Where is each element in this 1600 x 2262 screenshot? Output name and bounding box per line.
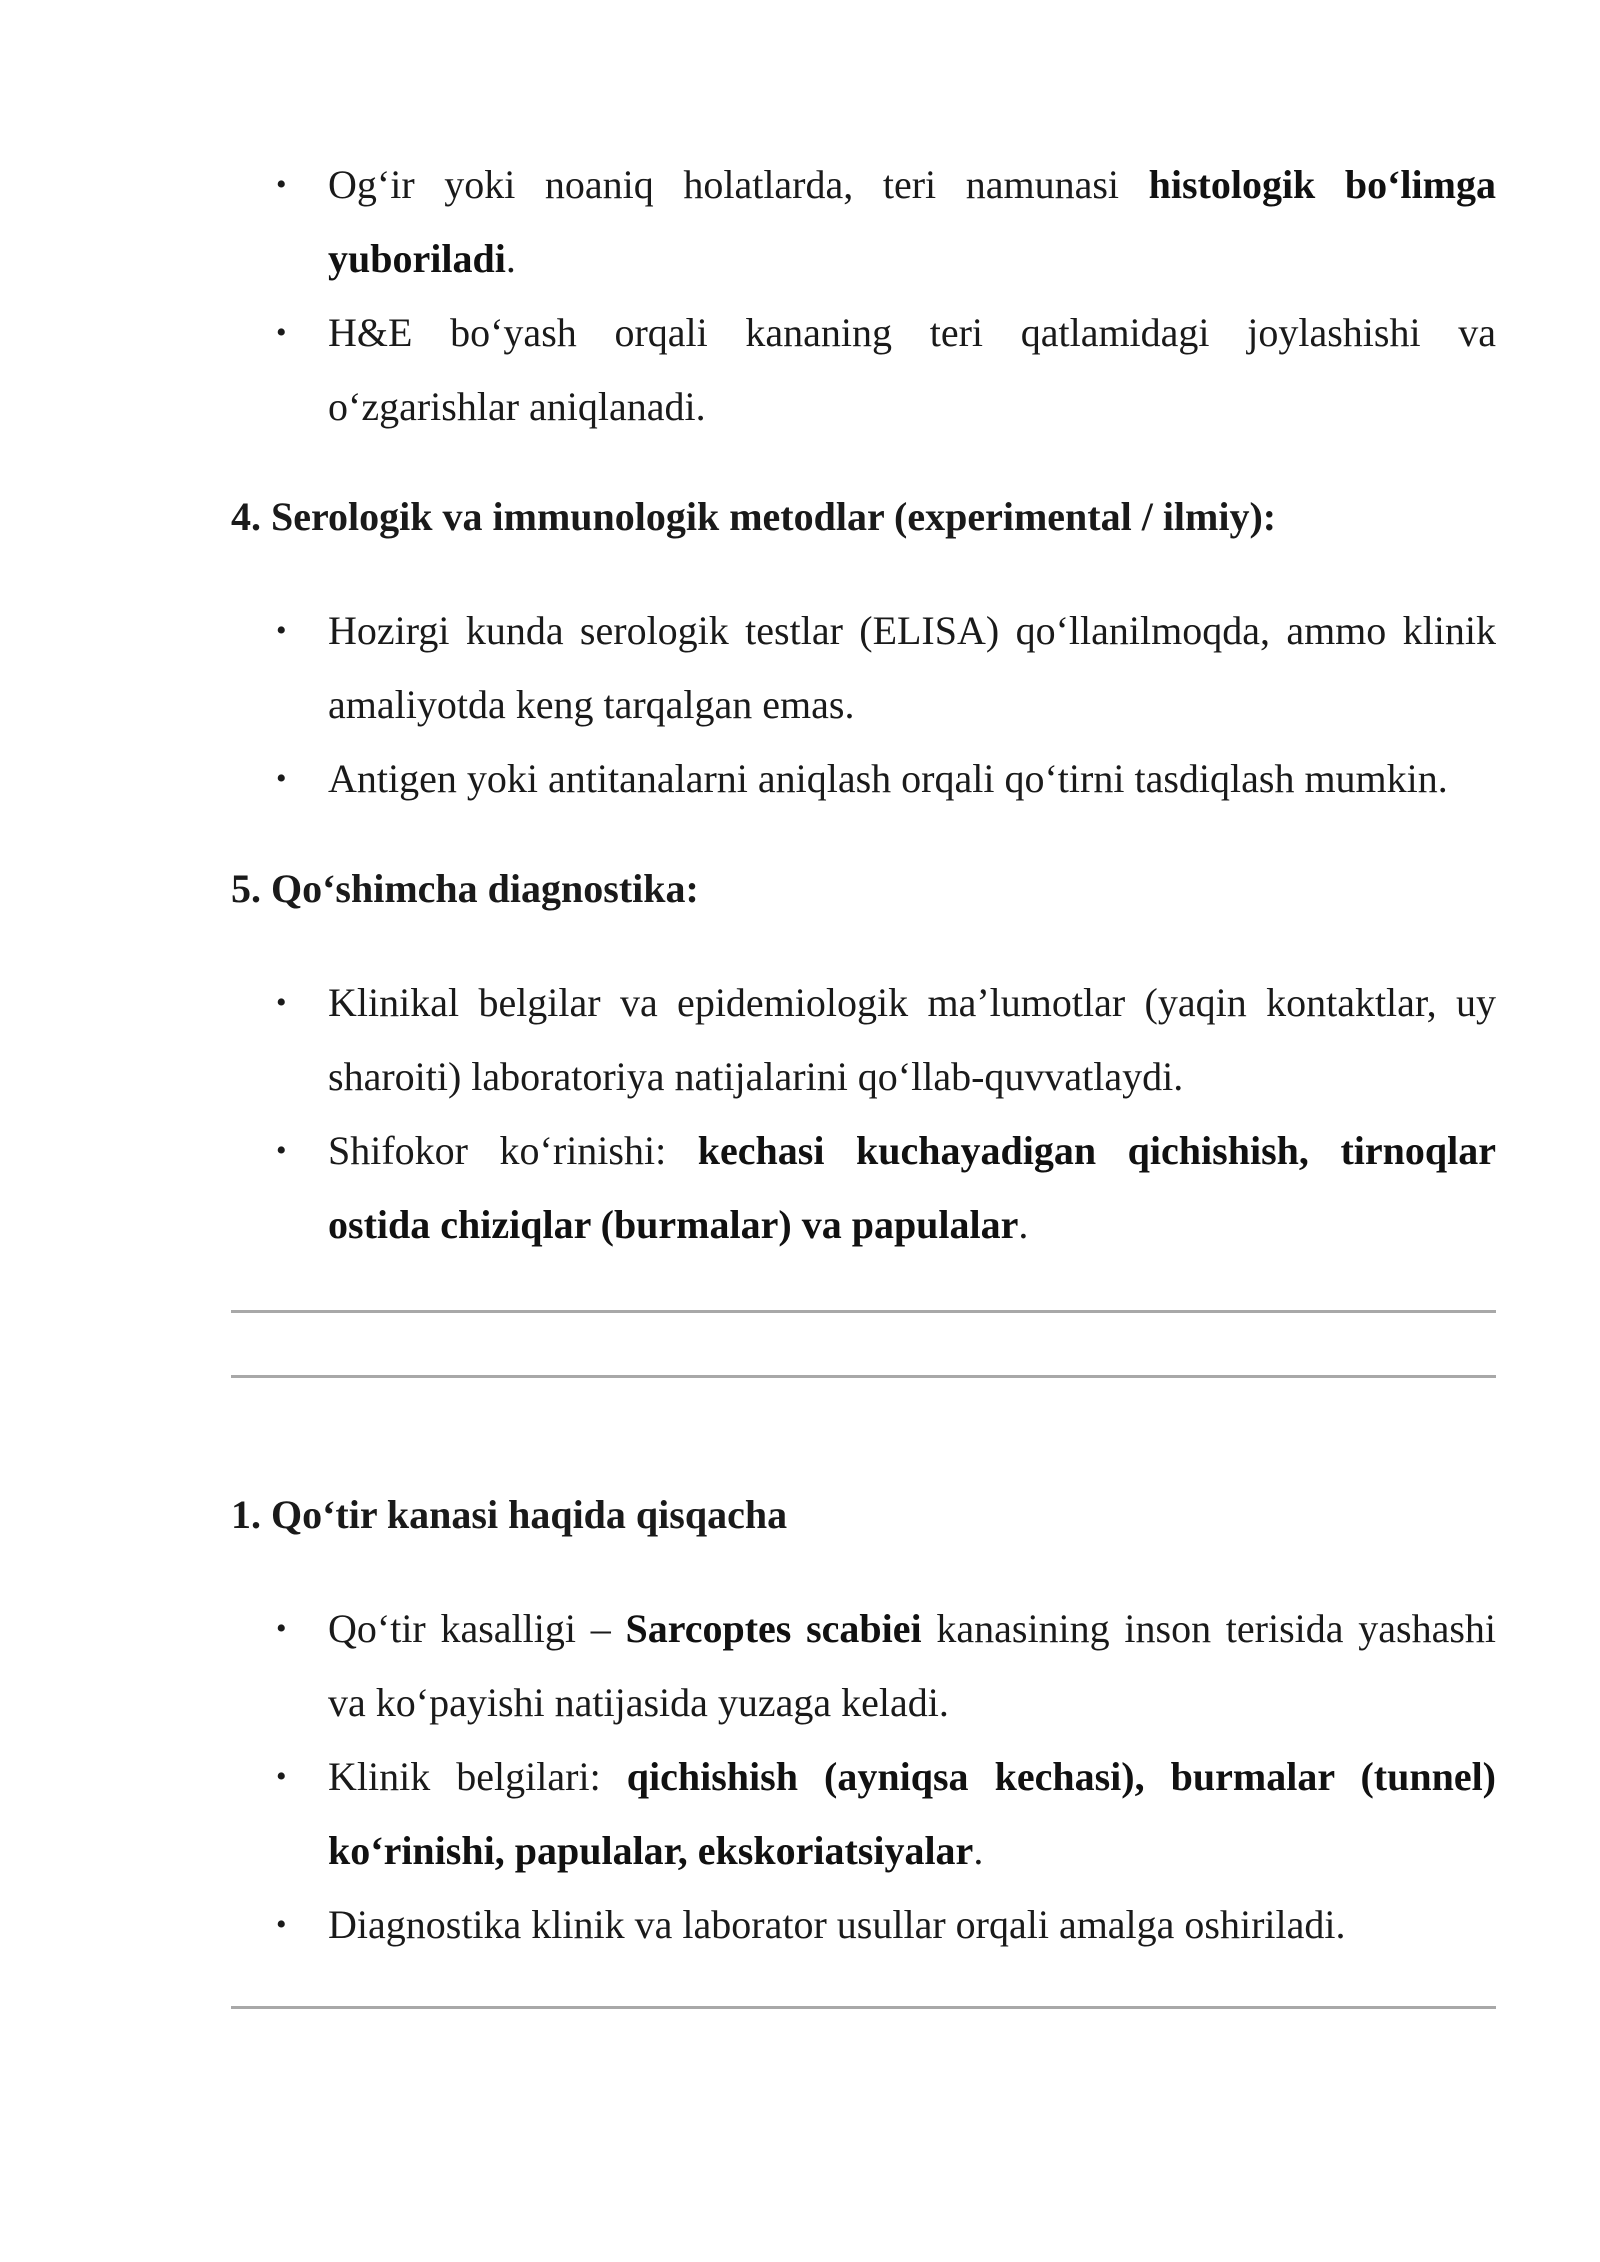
text-run: Klinikal belgilar va epidemiologik ma’lumotlar (yaqin kontaktlar, uy sharoiti) laboratoriya natijalarini qo‘llab-quvvatlaydi. (328, 980, 1496, 1099)
text-run: Hozirgi kunda serologik testlar (ELISA) qo‘llanilmoqda, ammo klinik amaliyotda keng tarqalgan emas. (328, 608, 1496, 727)
bullet-list-qoshimcha (231, 966, 1496, 1262)
list-item (231, 594, 1496, 742)
horizontal-divider (231, 2006, 1496, 2009)
list-item (231, 1888, 1496, 1962)
text-run: Klinik belgilari: (328, 1754, 627, 1799)
bold-text: kechasi kuchayadigan qichishish, tirnoqlar ostida chiziqlar (burmalar) va papulalar (328, 1128, 1496, 1247)
bullet-list-histology (231, 148, 1496, 444)
list-item (231, 1114, 1496, 1262)
text-run: . (1018, 1202, 1029, 1247)
list-item (231, 296, 1496, 444)
document-page (231, 148, 1496, 2009)
list-item (231, 148, 1496, 296)
text-run: . (505, 236, 516, 281)
bold-text: histologik bo‘limga yuboriladi (328, 162, 1496, 281)
section-heading-qotir-kanasi: 1. Qo‘tir kanasi haqida qisqacha (231, 1492, 788, 1537)
bullet-marker: • (276, 316, 287, 349)
bold-text: Sarcoptes scabiei (625, 1606, 922, 1651)
text-run: . (973, 1828, 984, 1873)
bullet-marker: • (276, 986, 287, 1019)
bold-text: qichishish (ayniqsa kechasi), burmalar (tunnel) ko‘rinishi, papulalar, ekskoriatsiyalar (328, 1754, 1497, 1873)
bullet-marker: • (276, 614, 287, 647)
text-run: Qo‘tir kasalligi – (328, 1606, 626, 1651)
list-item (231, 1740, 1496, 1888)
bullet-list-qotir-kanasi (231, 1592, 1496, 1962)
text-run: Antigen yoki antitanalarni aniqlash orqali qo‘tirni tasdiqlash mumkin. (328, 756, 1448, 801)
section-heading-qoshimcha: 5. Qo‘shimcha diagnostika: (231, 866, 699, 911)
text-run: Diagnostika klinik va laborator usullar orqali amalga oshiriladi. (328, 1902, 1346, 1947)
section-heading-serologik: 4. Serologik va immunologik metodlar (experimental / ilmiy): (231, 494, 1277, 539)
bullet-marker: • (276, 1760, 287, 1793)
bullet-marker: • (276, 1908, 287, 1941)
text-run: kanasining inson terisida yashashi va ko‘payishi natijasida yuzaga keladi. (328, 1606, 1496, 1725)
bullet-marker: • (276, 1134, 287, 1167)
text-run: H&E bo‘yash orqali kananing teri qatlamidagi joylashishi va o‘zgarishlar aniqlanadi. (328, 310, 1496, 429)
list-item (231, 1592, 1496, 1740)
bullet-marker: • (276, 762, 287, 795)
text-run: Shifokor ko‘rinishi: (328, 1128, 698, 1173)
list-item (231, 966, 1496, 1114)
bullet-marker: • (276, 1612, 287, 1645)
text-run: Og‘ir yoki noaniq holatlarda, teri namunasi (328, 162, 1149, 207)
bullet-marker: • (276, 168, 287, 201)
bullet-list-serologik (231, 594, 1496, 816)
list-item (231, 742, 1496, 816)
